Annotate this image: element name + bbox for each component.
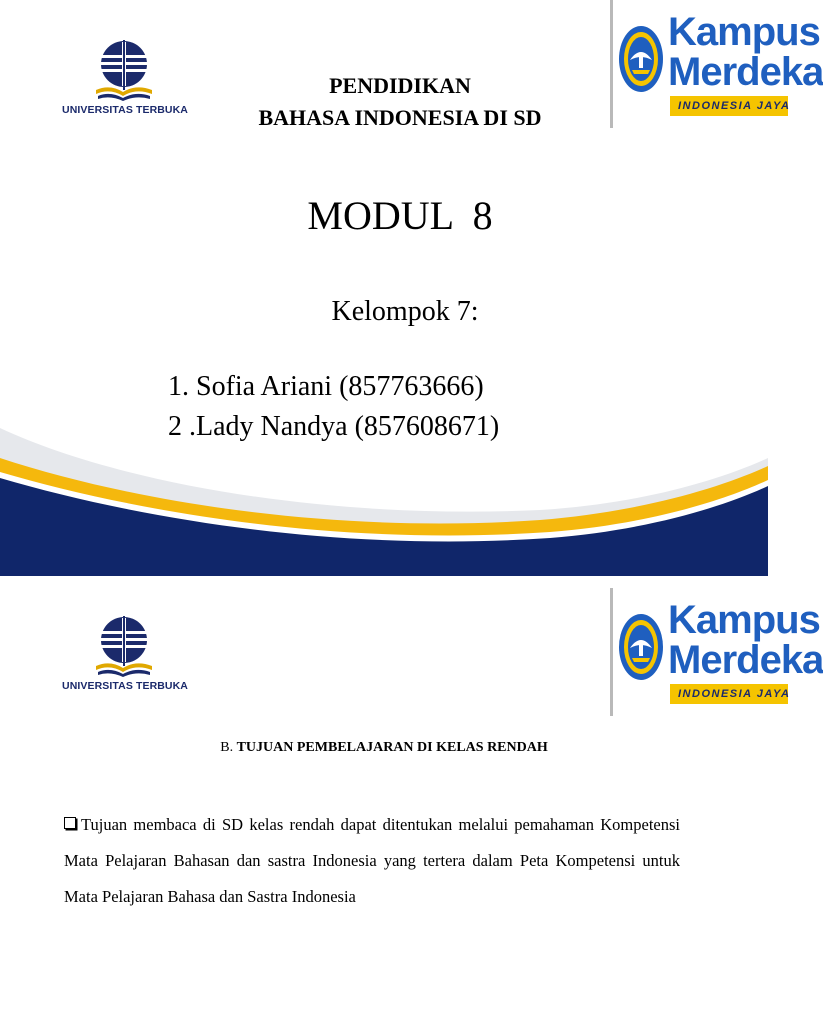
bullet-text: Tujuan membaca di SD kelas rendah dapat ditentukan melalui pemahaman Kompetensi Mata Pelajaran Bahasan dan sastra Indonesia yang tertera dalam Peta Kompetensi untuk Mata Pelajaran Bahasa dan Sastra Indonesia — [64, 815, 680, 906]
university-name: UNIVERSITAS TERBUKA — [62, 680, 188, 692]
logo-divider — [610, 0, 613, 128]
tut-wuri-handayani-emblem-icon — [618, 612, 664, 682]
section-prefix: B. — [220, 740, 237, 755]
group-label: Kelompok 7: — [331, 296, 479, 327]
slide-gap — [0, 576, 768, 588]
universitas-terbuka-logo — [62, 616, 188, 696]
decorative-wave — [0, 400, 768, 576]
logo-divider — [610, 588, 613, 716]
kampus-merdeka-logo — [608, 0, 823, 136]
section-heading — [0, 738, 768, 758]
checkbox-bullet-icon — [64, 817, 76, 829]
member-item: 1. Sofia Ariani (857763666) — [168, 371, 484, 402]
tut-wuri-handayani-emblem-icon — [618, 24, 664, 94]
kampus-word: Kampus — [668, 10, 820, 54]
section-title: TUJUAN PEMBELAJARAN DI KELAS RENDAH — [236, 740, 548, 755]
course-title-line2: BAHASA INDONESIA DI SD — [258, 105, 542, 130]
universitas-terbuka-logo-icon — [92, 40, 156, 102]
indonesia-jaya-band: INDONESIA JAYA — [670, 684, 788, 704]
content-slide — [0, 588, 823, 1024]
member-item: 2 .Lady Nandya (857608671) — [168, 411, 500, 442]
merdeka-word: Merdeka — [668, 50, 823, 94]
kampus-word: Kampus — [668, 598, 820, 642]
course-title — [200, 70, 600, 134]
university-name: UNIVERSITAS TERBUKA — [62, 104, 188, 116]
indonesia-jaya-band: INDONESIA JAYA — [670, 96, 788, 116]
universitas-terbuka-logo-icon — [92, 616, 156, 678]
course-title-line1: PENDIDIKAN — [329, 73, 471, 98]
kampus-merdeka-logo — [608, 588, 823, 724]
universitas-terbuka-logo — [62, 40, 188, 120]
bullet-paragraph — [64, 807, 680, 915]
merdeka-word: Merdeka — [668, 638, 823, 682]
module-title: MODUL 8 — [307, 193, 493, 238]
